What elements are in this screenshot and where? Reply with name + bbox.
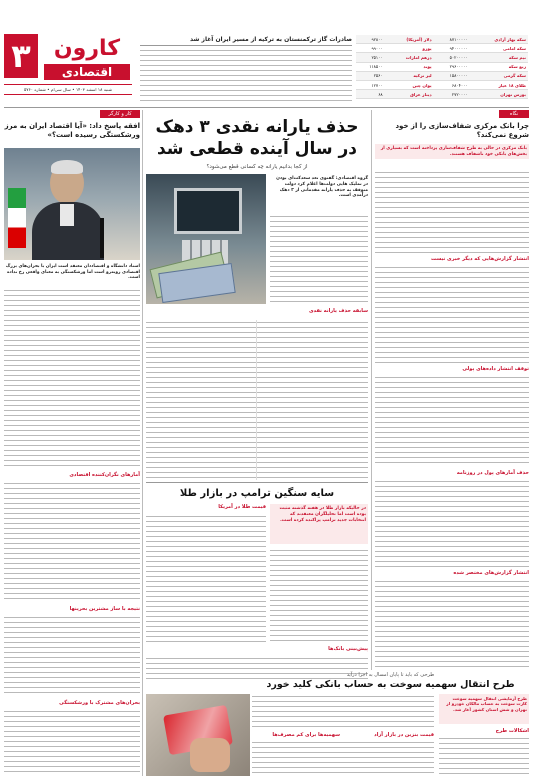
date-line: شنبه ۱۸ اسفند ۱۴۰۳ • سال سی‌ام • شماره ۵۷۶۰	[4, 84, 132, 95]
bottom-subhead-1: اشکالات طرح	[495, 728, 529, 734]
right-subhead-2: توقف انتشار داده‌های پولی	[462, 366, 529, 372]
market-label: نیم سکه	[508, 54, 526, 60]
right-text-2	[375, 265, 529, 363]
right-text-5	[375, 579, 529, 669]
right-text-4	[375, 479, 529, 567]
market-row	[356, 90, 528, 99]
bottom-text-2	[252, 694, 434, 730]
main-subhead: سابقه حذف یارانه نقدی	[308, 308, 368, 314]
market-row	[356, 62, 528, 71]
market-value: ۲۹۶۰۰۰۰۰	[449, 64, 468, 70]
market-value: ۵۰۲۰۰۰۰۰	[449, 54, 468, 60]
market-label-2: لیر ترکیه	[413, 73, 432, 79]
bottom-highlight: طرح آزمایشی انتقال سهمیه سوخت کارت سوخت به حساب مالکان خودرو از تهران و شش استان کشور آغاز شد.	[439, 694, 529, 724]
market-label-2: یورو	[422, 45, 432, 51]
atm-photo	[146, 174, 266, 304]
gold-text-2	[146, 514, 266, 642]
page-number: ۳	[11, 37, 31, 75]
fuel-card-photo	[146, 694, 250, 776]
left-subhead-3: بحران‌های مشترک با ورشکستگی	[59, 700, 140, 706]
market-label: ربع سکه	[508, 64, 526, 70]
market-value-2: ۶۸	[378, 91, 383, 97]
left-text-3	[4, 615, 140, 695]
bottom-story	[252, 672, 529, 778]
market-value: ۸۷۱۰۰۰۰۰	[449, 36, 468, 42]
right-subhead-3: حذف آمارهای پول در روزنامه	[456, 470, 529, 476]
main-kicker: از کجا بدانیم یارانه چه کسانی قطع می‌شود؟	[206, 164, 308, 170]
market-value: ۱۵۸۰۰۰۰۰	[449, 73, 468, 79]
left-subhead-2: نتیجه با ساز مشترین بحرینها	[69, 606, 140, 612]
right-text-3	[375, 375, 529, 467]
bottom-subhead-3: قیمت بنزین در بازار آزاد	[374, 732, 434, 738]
market-row	[356, 71, 528, 80]
col-divider-left	[142, 110, 143, 776]
market-label-2: یوان چین	[412, 82, 432, 88]
gold-subhead-1: قیمت طلا در آمریکا	[218, 504, 266, 510]
flag-icon	[8, 188, 26, 248]
page-number-badge	[4, 34, 38, 78]
top-story-headline: صادرات گاز ترکمنستان به ترکیه از مسیر ایران آغاز شد	[140, 36, 352, 46]
bottom-kicker: طرحی که باید تا پایان امسال به اجرا درآید	[346, 672, 435, 678]
right-section-label: نگاه	[499, 110, 529, 118]
top-story	[140, 36, 352, 104]
market-value: ۲۷۲۰۰۰۰	[451, 91, 468, 97]
brand-bottom: اقتصادی	[44, 64, 130, 80]
market-value-2: ۹۹۰۰۰	[371, 45, 383, 51]
left-text-2	[4, 481, 140, 601]
column-rule-mid	[256, 320, 257, 480]
left-lead: استاد دانشگاه و اقتصاددان معتقد است ایران با بحران‌های بزرگ اقتصادی روبه‌رو است اما ورشکستگی به معنای واقعی رخ نداده است.	[5, 264, 140, 281]
header-divider	[4, 107, 529, 108]
left-text-1	[4, 288, 140, 468]
right-text-1	[375, 170, 529, 254]
market-table	[356, 35, 528, 105]
market-label-2: دینار عراق	[410, 91, 432, 97]
main-headline: حذف یارانه نقدی ۳ دهک در سال آینده قطعی شد	[155, 117, 359, 159]
market-label: طلای ۱۸ عیار	[498, 82, 526, 88]
left-headline: افقه پاسخ داد: «آیا اقتصاد ایران به مرز ورشکستگی رسیده است؟»	[4, 122, 140, 139]
right-column	[375, 110, 529, 670]
market-row	[356, 44, 528, 53]
market-value-2: ۱۱۸۵۰۰	[369, 64, 383, 70]
market-label-2: پوند	[423, 64, 432, 70]
market-value: ۶۸۰۴۰۰۰	[451, 82, 468, 88]
bottom-text-3	[252, 740, 434, 776]
left-column	[4, 110, 140, 776]
atm-screen	[174, 188, 242, 234]
gold-subhead-2: پیش‌بینی بانک‌ها	[328, 646, 368, 652]
gold-highlight: در حالیکه بازار طلا در هفته گذشته مثبت بوده است اما تحلیلگران معتقدند که انتخابات جدید ترامپ پراکنده کرده است.	[270, 504, 368, 544]
market-value: ۹۴۰۰۰۰۰۰	[449, 45, 468, 51]
microphone-icon	[100, 218, 104, 258]
market-label-2: دلار (آمریکا)	[406, 36, 432, 42]
left-section-label: کار و کارگر	[100, 110, 140, 118]
speaker-shirt	[60, 204, 74, 226]
market-row	[356, 80, 528, 89]
market-label: بورس تهران	[500, 91, 526, 97]
top-story-text	[140, 48, 352, 102]
main-text-2	[146, 320, 368, 480]
market-row	[356, 53, 528, 62]
market-label: سکه گرمی	[503, 73, 526, 79]
speaker-hair	[51, 160, 83, 174]
main-text-1	[270, 214, 368, 304]
left-subhead-1: آمارهای نگران‌کننده اقتصادی	[69, 472, 140, 478]
market-value-2: ۲۵۶۰	[373, 73, 383, 79]
hand	[190, 738, 230, 772]
brand-top: کارون	[53, 36, 121, 61]
market-row	[356, 35, 528, 44]
right-subhead-4: انتشار گزارش‌های مختصر شده	[453, 570, 529, 576]
main-bold-intro: گروه اقتصادی: گفتوی تعد سعدکت‌ای بودن در تملیک هایی دولت‌ها اعلام کرد دولت متوقف به حذف یارانه مقدماتی از ۳ دهک درآمدی است.	[276, 176, 368, 199]
left-text-4	[4, 709, 140, 775]
market-value-2: ۹۲۸۰۰	[371, 36, 383, 42]
market-label-2: درهم امارات	[405, 54, 432, 60]
market-label: سکه امامی	[503, 45, 526, 51]
masthead	[4, 34, 132, 104]
bottom-subhead-2: سهمیه‌ها برای کم مصرف‌ها	[272, 732, 340, 738]
gold-headline: سایه سنگین ترامپ در بازار طلا	[146, 482, 368, 501]
right-headline: چرا بانک مرکزی شفاف‌سازی را از خود شروع نمی‌کند؟	[395, 122, 529, 139]
right-subhead-1: انتشار گزارش‌هایی که دیگر خبری نیست	[430, 256, 529, 262]
bottom-headline: طرح انتقال سهمیه سوخت به حساب بانکی کلید خورد	[266, 679, 515, 690]
gold-text-1	[270, 548, 368, 642]
bottom-text-1	[439, 736, 529, 776]
speaker-photo	[4, 148, 140, 260]
market-value-2: ۲۵۱۰۰	[371, 54, 383, 60]
col-divider-right	[371, 110, 372, 670]
market-value-2: ۱۲۷۰۰	[371, 82, 383, 88]
market-label: سکه بهار آزادی	[494, 36, 526, 42]
right-lead: بانک مرکزی در حالی به طرح شفاف‌سازی پرداخته است که بسیاری از بخش‌های بانکی خود ناشفاف هستند.	[375, 144, 529, 159]
market-table-grid	[356, 35, 528, 99]
